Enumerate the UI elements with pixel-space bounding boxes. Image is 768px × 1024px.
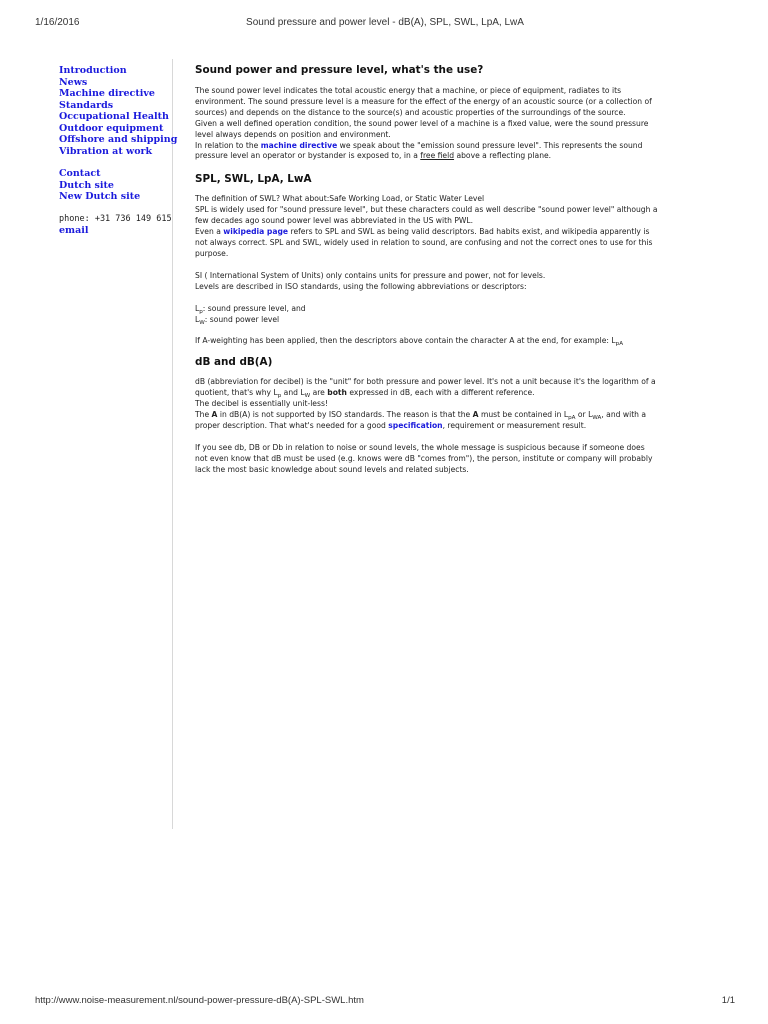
db-line: proper description. That what's needed for a good — [195, 420, 389, 430]
a-weighting-text: If A-weighting has been applied, then the descriptors above contain the character A at the end, for example: L — [195, 336, 616, 346]
specification-link[interactable]: specification — [388, 420, 443, 430]
intro-line: above a reflecting plane. — [454, 151, 552, 161]
emphasis-text: A — [211, 410, 218, 420]
machine-directive-link[interactable]: machine directive — [260, 140, 338, 150]
intro-paragraph — [195, 86, 717, 162]
nav-spacer — [59, 157, 172, 168]
sidebar — [54, 59, 178, 829]
nav-link-dutch-site[interactable]: Dutch site — [59, 179, 114, 191]
db-line: are — [310, 388, 328, 398]
section-heading-spl: SPL, SWL, LpA, LwA — [195, 173, 312, 186]
db-paragraph — [195, 377, 717, 432]
wikipedia-link[interactable]: wikipedia page — [223, 227, 289, 237]
nav-link-introduction[interactable]: Introduction — [59, 65, 127, 76]
descriptor-subscript: W — [304, 393, 311, 400]
page-title: Sound power and pressure level, what's the use? — [195, 64, 484, 76]
descriptor-text: : sound power level — [204, 314, 280, 324]
intro-line: we speak about the "emission sound pressure level". This represents the sound — [337, 140, 643, 150]
si-line: Levels are described in ISO standards, using the following abbreviations or descriptors: — [195, 281, 527, 291]
db-line: The — [195, 410, 212, 420]
descriptor-list — [195, 304, 717, 326]
a-weighting-paragraph — [195, 336, 717, 347]
suspicious-line: lack the most basic knowledge about sound levels and related subjects. — [195, 464, 469, 474]
db-line: and L — [281, 388, 305, 398]
print-footer — [35, 995, 735, 1009]
db-line: in dB(A) is not supported by ISO standards. The reason is that the — [217, 410, 473, 420]
si-paragraph — [195, 271, 717, 293]
db-line: The decibel is essentially unit-less! — [195, 399, 328, 409]
nav-link-machine-directive[interactable]: Machine directive — [59, 88, 155, 99]
spl-paragraph — [195, 194, 717, 259]
email-link[interactable]: email — [59, 224, 89, 236]
spl-line: refers to SPL and SWL as being valid descriptors. Bad habits exist, and wikipedia apparently is — [288, 227, 650, 237]
suspicious-paragraph — [195, 443, 717, 476]
nav-link-vibration-at-work[interactable]: Vibration at work — [59, 145, 153, 157]
intro-line: sources) and depends on the distance to the source(s) and acoustic properties of the surroundings of the source. — [195, 107, 626, 117]
db-line: or L — [575, 410, 593, 420]
intro-line: level always depends on position and environment. — [195, 129, 391, 139]
si-line: SI ( International System of Units) only contains units for pressure and power, not for levels. — [195, 270, 546, 280]
intro-line: In relation to the — [195, 140, 261, 150]
nav-link-occupational-health[interactable]: Occupational Health — [59, 111, 169, 122]
db-line: , and with a — [601, 410, 647, 420]
spl-line: Even a — [195, 227, 224, 237]
nav-link-new-dutch-site[interactable]: New Dutch site — [59, 191, 141, 202]
descriptor-symbol: L — [195, 303, 200, 313]
free-field-link[interactable]: free field — [420, 151, 455, 161]
db-line: dB (abbreviation for decibel) is the "unit" for both pressure and power level. It's not a unit because it's the logarithm of a — [195, 377, 656, 387]
nav-link-offshore-shipping[interactable]: Offshore and shipping — [59, 134, 178, 145]
spl-line: The definition of SWL? What about:Safe Working Load, or Static Water Level — [195, 194, 485, 204]
db-line: expressed in dB, each with a different reference. — [346, 388, 535, 398]
intro-line: environment. The sound pressure level is a measure for the effect of the energy of an acoustic source (or a collection of — [195, 96, 652, 106]
emphasis-text: both — [327, 388, 347, 398]
nav-link-outdoor-equipment[interactable]: Outdoor equipment — [59, 122, 164, 134]
nav-link-standards[interactable]: Standards — [59, 99, 114, 111]
intro-line: Given a well defined operation condition, the sound power level of a machine is a fixed value, were the sound pressure — [195, 118, 649, 128]
suspicious-line: If you see db, DB or Db in relation to noise or sound levels, the whole message is suspicious because if someone does — [195, 442, 645, 452]
spl-line: few decades ago sound power level was abbreviated in the US with PWL. — [195, 216, 474, 226]
spl-line: SPL is widely used for "sound pressure level", but these characters could as well describe "sound power level" although a — [195, 205, 658, 215]
descriptor-subscript: W — [199, 319, 205, 326]
db-line: quotient, that's why L — [195, 388, 278, 398]
primary-nav — [54, 59, 178, 203]
print-page-title: Sound pressure and power level - dB(A), SPL, SWL, LpA, LwA — [246, 17, 524, 28]
main-content — [195, 64, 717, 476]
descriptor-symbol: L — [195, 314, 200, 324]
descriptor-subscript: WA — [592, 415, 602, 422]
descriptor-subscript: pA — [615, 341, 624, 348]
descriptor-subscript: p — [277, 393, 282, 400]
intro-line: The sound power level indicates the total acoustic energy that a machine, or piece of equipment, radiates to its — [195, 86, 622, 95]
db-line: must be contained in L — [478, 410, 569, 420]
descriptor-text: : sound pressure level, and — [202, 303, 306, 313]
emphasis-text: A — [472, 410, 479, 420]
nav-link-contact[interactable]: Contact — [59, 168, 101, 179]
print-header — [35, 17, 735, 31]
descriptor-subscript: pA — [568, 415, 576, 422]
descriptor-subscript: p — [199, 308, 203, 315]
section-heading-db: dB and dB(A) — [195, 356, 273, 369]
db-line: , requirement or measurement result. — [442, 420, 587, 430]
spl-line: purpose. — [195, 248, 229, 258]
print-date: 1/16/2016 — [35, 17, 80, 28]
suspicious-line: not even know that dB must be used (e.g. knows were dB "comes from"), the person, institute or company will probably — [195, 453, 653, 463]
print-page-number: 1/1 — [721, 995, 735, 1006]
spl-line: not always correct. SPL and SWL, widely used in relation to sound, are confusing and not the correct ones to use for this — [195, 237, 653, 247]
print-url: http://www.noise-measurement.nl/sound-power-pressure-dB(A)-SPL-SWL.htm — [35, 995, 364, 1006]
nav-link-news[interactable]: News — [59, 76, 88, 88]
phone-number: phone: +31 736 149 615 — [59, 213, 172, 224]
intro-line: pressure level an operator or bystander is exposed to, in a — [195, 151, 421, 161]
